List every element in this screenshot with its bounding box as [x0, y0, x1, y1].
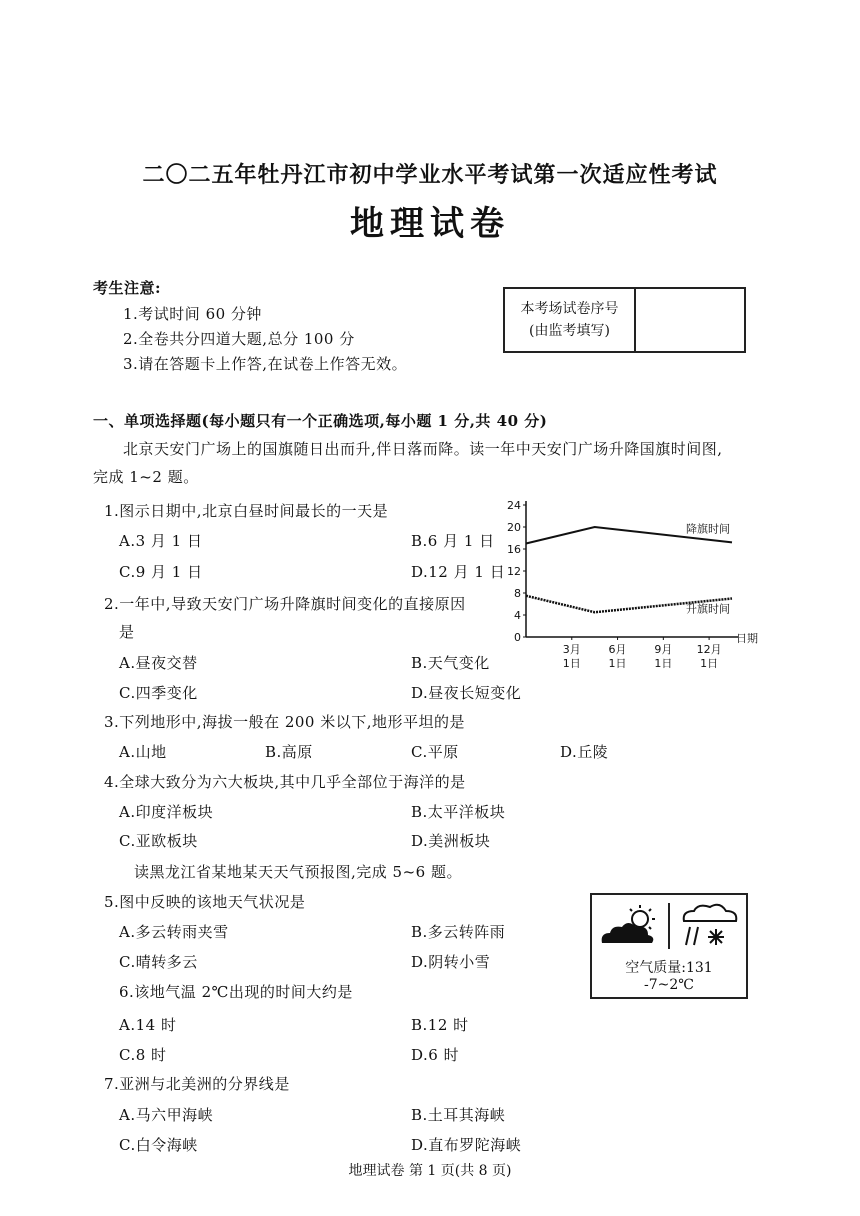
notice-item: 3.请在答题卡上作答,在试卷上作答无效。 — [123, 355, 408, 373]
weather-divider — [668, 903, 670, 949]
x-tick-label: 12月 — [696, 643, 722, 656]
x-tick-label: 1日 — [608, 657, 627, 670]
q5-stem: 5.图中反映的该地天气状况是 — [104, 893, 306, 911]
weather-forecast-box — [590, 893, 748, 999]
q7-option-d: D.直布罗陀海峡 — [411, 1136, 522, 1154]
q3-option-b: B.高原 — [265, 743, 313, 761]
q4-stem: 4.全球大致分为六大板块,其中几乎全部位于海洋的是 — [104, 773, 466, 791]
sleet-icon — [674, 901, 744, 951]
q7-option-b: B.土耳其海峡 — [411, 1106, 506, 1124]
exam-serial-box — [503, 287, 746, 353]
q1-option-c: C.9 月 1 日 — [119, 563, 203, 581]
q3-option-c: C.平原 — [411, 743, 459, 761]
q6-option-c: C.8 时 — [119, 1046, 167, 1064]
x-tick-label: 1日 — [700, 657, 719, 670]
exam-serial-label-line1: 本考场试卷序号 — [520, 301, 619, 317]
x-tick-label: 1日 — [654, 657, 673, 670]
y-tick-label: 16 — [507, 543, 521, 556]
q2-option-a: A.昼夜交替 — [119, 654, 198, 672]
notice-item: 2.全卷共分四道大题,总分 100 分 — [123, 330, 355, 348]
x-tick-label: 6月 — [608, 643, 627, 656]
subject-title: 地理试卷 — [350, 204, 510, 244]
q7-option-c: C.白令海峡 — [119, 1136, 198, 1154]
q6-option-b: B.12 时 — [411, 1016, 469, 1034]
section1-intro-cont: 完成 1~2 题。 — [93, 468, 199, 486]
q56-intro: 读黑龙江省某地某天天气预报图,完成 5~6 题。 — [134, 863, 462, 881]
section1-heading: 一、单项选择题(每小题只有一个正确选项,每小题 1 分,共 40 分) — [93, 412, 548, 430]
q2-stem-cont: 是 — [119, 623, 135, 641]
q6-option-a: A.14 时 — [119, 1016, 177, 1034]
q3-option-d: D.丘陵 — [560, 743, 609, 761]
q4-option-d: D.美洲板块 — [411, 832, 491, 850]
y-tick-label: 24 — [507, 499, 521, 512]
q6-stem: 6.该地气温 2℃出现的时间大约是 — [119, 983, 353, 1001]
y-tick-label: 4 — [514, 609, 521, 622]
y-tick-label: 0 — [514, 631, 521, 644]
y-tick-label: 20 — [507, 521, 521, 534]
x-axis-label: 日期 — [736, 632, 758, 645]
y-tick-label: 8 — [514, 587, 521, 600]
q4-option-b: B.太平洋板块 — [411, 803, 506, 821]
q1-option-b: B.6 月 1 日 — [411, 532, 495, 550]
q1-option-a: A.3 月 1 日 — [119, 532, 203, 550]
q5-option-b: B.多云转阵雨 — [411, 923, 506, 941]
q5-option-d: D.阴转小雪 — [411, 953, 491, 971]
series-label: 降旗时间 — [686, 522, 730, 536]
x-tick-label: 1日 — [562, 657, 581, 670]
x-tick-label: 9月 — [654, 643, 673, 656]
partly-cloudy-icon — [596, 903, 664, 949]
notice-item: 1.考试时间 60 分钟 — [123, 305, 262, 323]
q2-stem: 2.一年中,导致天安门广场升降旗时间变化的直接原因 — [104, 595, 466, 613]
exam-serial-label-line2: (由监考填写) — [529, 323, 610, 339]
q3-stem: 3.下列地形中,海拔一般在 200 米以下,地形平坦的是 — [104, 713, 466, 731]
q4-option-a: A.印度洋板块 — [119, 803, 214, 821]
y-tick-label: 12 — [507, 565, 521, 578]
x-tick-label: 3月 — [562, 643, 581, 656]
air-quality: 空气质量:131 — [625, 960, 713, 976]
section1-intro: 北京天安门广场上的国旗随日出而升,伴日落而降。读一年中天安门广场升降国旗时间图, — [123, 440, 723, 458]
q6-option-d: D.6 时 — [411, 1046, 460, 1064]
q1-stem: 1.图示日期中,北京白昼时间最长的一天是 — [104, 502, 389, 520]
q2-option-b: B.天气变化 — [411, 654, 490, 672]
q2-option-d: D.昼夜长短变化 — [411, 684, 522, 702]
exam-title: 二〇二五年牡丹江市初中学业水平考试第一次适应性考试 — [142, 162, 718, 188]
q7-stem: 7.亚洲与北美洲的分界线是 — [104, 1075, 290, 1093]
temperature-range: -7~2℃ — [644, 977, 694, 993]
flag-time-chart — [500, 495, 762, 680]
exam-serial-label — [505, 289, 636, 351]
q7-option-a: A.马六甲海峡 — [119, 1106, 214, 1124]
q5-option-a: A.多云转雨夹雪 — [119, 923, 229, 941]
q2-option-c: C.四季变化 — [119, 684, 198, 702]
page-footer: 地理试卷 第 1 页(共 8 页) — [348, 1163, 512, 1179]
series-label: 升旗时间 — [686, 602, 730, 616]
q1-option-d: D.12 月 1 日 — [411, 563, 506, 581]
notice-heading: 考生注意: — [93, 279, 162, 297]
q3-option-a: A.山地 — [119, 743, 167, 761]
q4-option-c: C.亚欧板块 — [119, 832, 198, 850]
q5-option-c: C.晴转多云 — [119, 953, 198, 971]
